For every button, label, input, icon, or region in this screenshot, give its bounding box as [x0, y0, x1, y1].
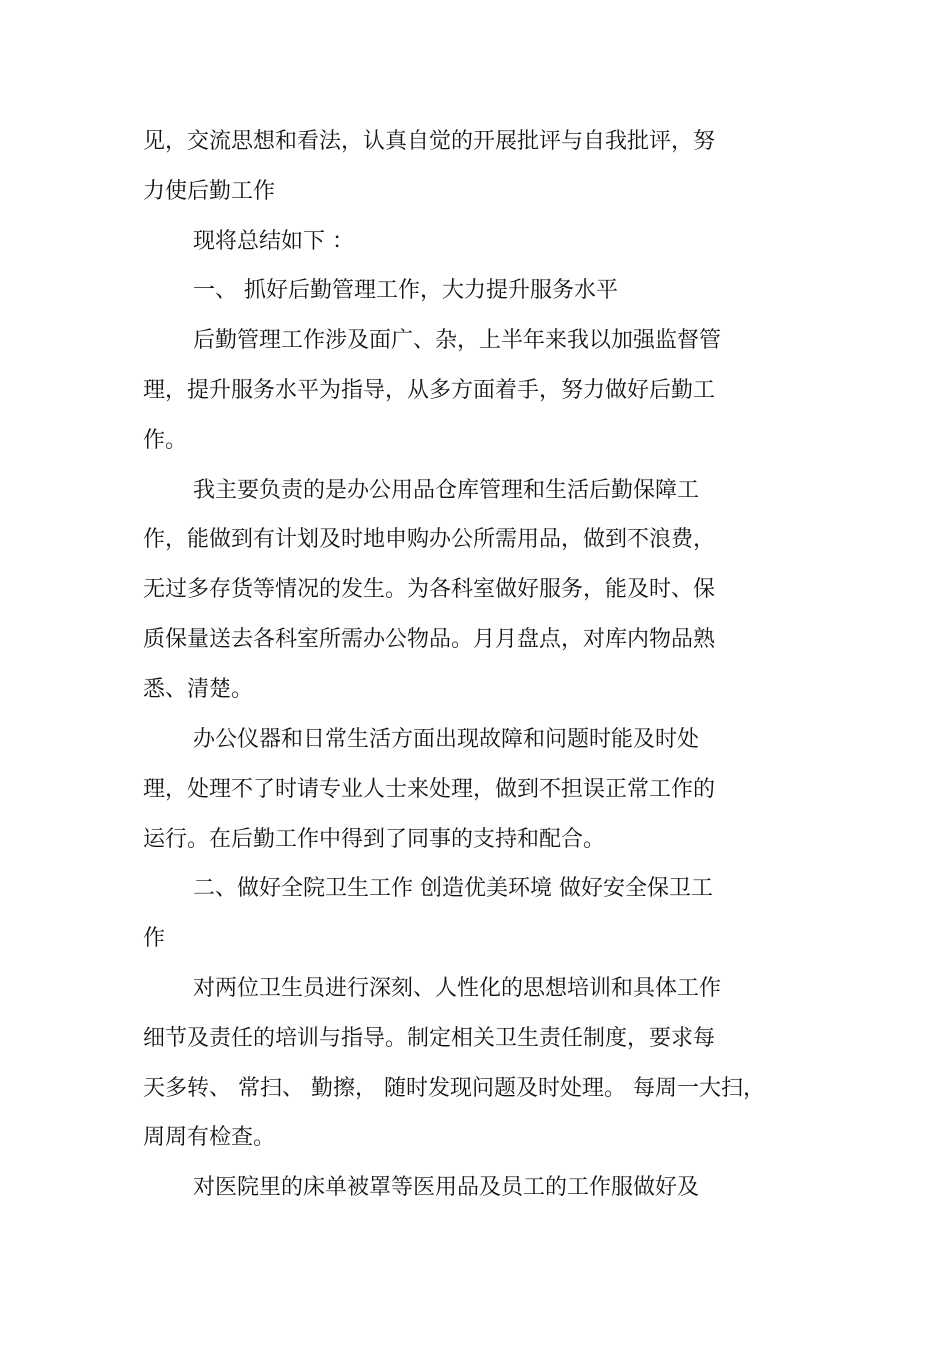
text-line: 理，处理不了时请专业人士来处理，做到不担误正常工作的	[143, 777, 716, 802]
text-line: 悉、清楚。	[143, 677, 254, 702]
text-line: 作	[143, 926, 166, 951]
section-heading: 二、做好全院卫生工作 创造优美环境 做好安全保卫工	[193, 876, 713, 901]
text-line: 质保量送去各科室所需办公物品。月月盘点，对库内物品熟	[143, 627, 716, 652]
text-line: 办公仪器和日常生活方面出现故障和问题时能及时处	[193, 727, 700, 752]
text-line: 无过多存货等情况的发生。为各科室做好服务，能及时、保	[143, 577, 716, 602]
text-line: 后勤管理工作涉及面广、杂，上半年来我以加强监督管	[193, 328, 722, 353]
text-line: 作。	[143, 428, 188, 453]
text-line: 我主要负责的是办公用品仓库管理和生活后勤保障工	[193, 478, 700, 503]
text-line: 理，提升服务水平为指导，从多方面着手，努力做好后勤工	[143, 378, 716, 403]
section-heading: 一、 抓好后勤管理工作，大力提升服务水平	[193, 278, 618, 303]
text-line: 现将总结如下 ：	[193, 229, 354, 254]
text-line: 作，能做到有计划及时地申购办公所需用品，做到不浪费，	[143, 527, 716, 552]
text-line: 见，交流思想和看法，认真自觉的开展批评与自我批评，努	[143, 129, 716, 154]
text-line: 对两位卫生员进行深刻、人性化的思想培训和具体工作	[193, 976, 722, 1001]
text-line: 对医院里的床单被罩等医用品及员工的工作服做好及	[193, 1175, 700, 1200]
text-line: 细节及责任的培训与指导。制定相关卫生责任制度，要求每	[143, 1026, 716, 1051]
text-line: 运行。在后勤工作中得到了同事的支持和配合。	[143, 827, 606, 852]
text-line: 力使后勤工作	[143, 179, 276, 204]
text-line: 天多转、 常扫、 勤擦， 随时发现问题及时处理。 每周一大扫，	[143, 1076, 765, 1101]
text-line: 周周有检查。	[143, 1125, 276, 1150]
